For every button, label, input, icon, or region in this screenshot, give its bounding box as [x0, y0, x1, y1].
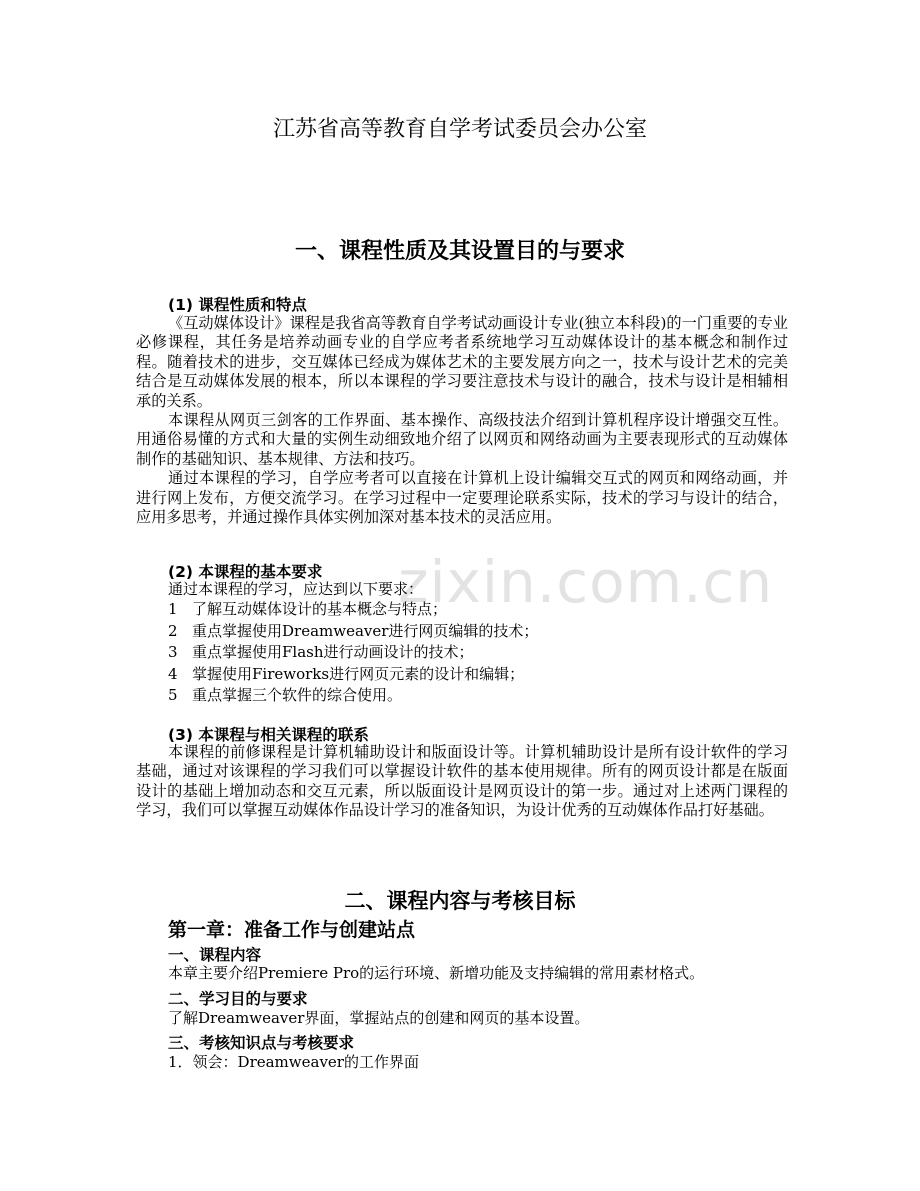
list-item: 1 了解互动媒体设计的基本概念与特点； — [168, 600, 448, 618]
section-heading-1: 一、课程性质及其设置目的与要求 — [294, 239, 625, 264]
content-heading: 一、课程内容 — [168, 946, 262, 964]
goals-heading: 二、学习目的与要求 — [168, 990, 308, 1008]
header-title: 江苏省高等教育自学考试委员会办公室 — [272, 117, 647, 142]
subsection-heading-2: (2) 本课程的基本要求 — [168, 563, 323, 581]
requirements-list — [168, 599, 538, 707]
requirements-intro: 通过本课程的学习，应达到以下要求： — [168, 580, 424, 598]
list-item: 4 掌握使用Fireworks进行网页元素的设计和编辑； — [168, 664, 525, 683]
paragraph-course-nature — [136, 314, 788, 527]
chapter-heading: 第一章：准备工作与创建站点 — [168, 919, 416, 941]
paragraph: 《互动媒体设计》课程是我省高等教育自学考试动画设计专业(独立本科段)的一门重要的专业必修课程，其任务是培养动画专业的自学应考者系统地学习互动媒体设计的基本概念和制作过程。随着技术的进步，交互媒体已经成为媒体艺术的主要发展方向之一，技术与设计艺术的完美结合是互动媒体发展的根本，所以本课程的学习要注意技术与设计的融合，技术与设计是相辅相承的关系。 — [136, 314, 788, 410]
subsection-heading-3: (3) 本课程与相关课程的联系 — [168, 726, 369, 744]
goals-text: 了解Dreamweaver界面，掌握站点的创建和网页的基本设置。 — [168, 1009, 590, 1027]
section-heading-2: 二、课程内容与考核目标 — [344, 889, 576, 913]
assessment-heading: 三、考核知识点与考核要求 — [168, 1034, 355, 1052]
watermark: zixin.com.cn — [398, 548, 774, 616]
assessment-item: 1．领会：Dreamweaver的工作界面 — [168, 1053, 419, 1071]
list-item: 2 重点掌握使用Dreamweaver进行网页编辑的技术； — [168, 621, 539, 640]
list-item: 5 重点掌握三个软件的综合使用。 — [168, 686, 403, 704]
paragraph-related-courses: 本课程的前修课程是计算机辅助设计和版面设计等。计算机辅助设计是所有设计软件的学习基础，通过对该课程的学习我们可以掌握设计软件的基本使用规律。所有的网页设计都是在版面设计的基础上增加动态和交互元素，所以版面设计是网页设计的第一步。通过对上述两门课程的学习，我们可以掌握互动媒体作品设计学习的准备知识，为设计优秀的互动媒体作品打好基础。 — [136, 743, 788, 820]
content-text: 本章主要介绍Premiere Pro的运行环境、新增功能及支持编辑的常用素材格式。 — [168, 964, 705, 982]
paragraph: 本课程从网页三剑客的工作界面、基本操作、高级技法介绍到计算机程序设计增强交互性。用通俗易懂的方式和大量的实例生动细致地介绍了以网页和网络动画为主要表现形式的互动媒体制作的基础知识、基本规律、方法和技巧。 — [136, 411, 788, 468]
list-item: 3 重点掌握使用Flash进行动画设计的技术； — [168, 643, 474, 661]
paragraph: 通过本课程的学习，自学应考者可以直接在计算机上设计编辑交互式的网页和网络动画，并进行网上发布，方便交流学习。在学习过程中一定要理论联系实际，技术的学习与设计的结合，应用多思考，并通过操作具体实例加深对基本技术的灵活应用。 — [136, 469, 788, 527]
subsection-heading-1: (1) 课程性质和特点 — [168, 296, 307, 314]
